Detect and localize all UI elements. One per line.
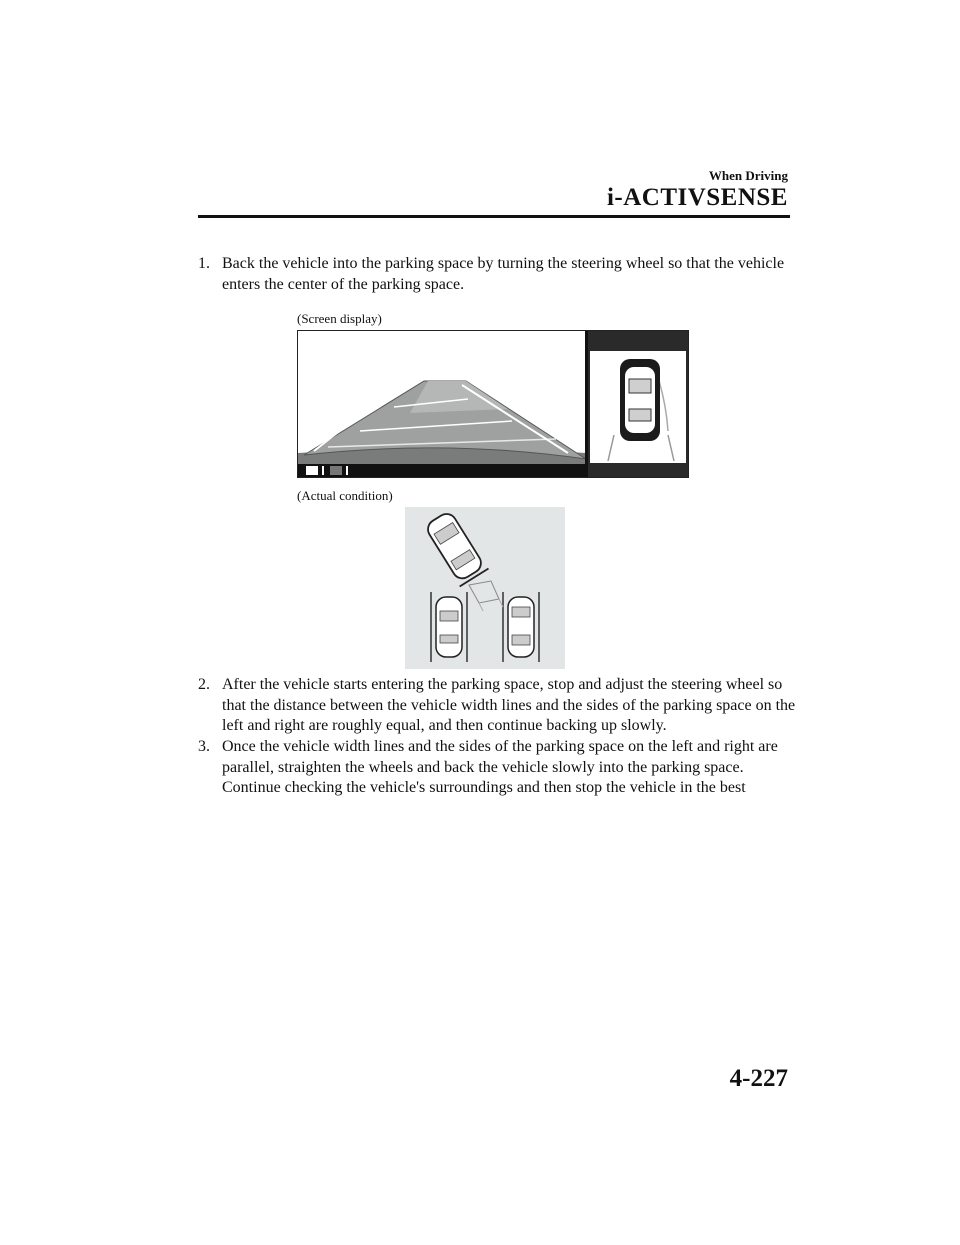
chapter-title: i-ACTIVSENSE xyxy=(606,184,788,211)
step-1 xyxy=(198,254,798,295)
screen-display-figure xyxy=(297,330,689,478)
step-number: 3. xyxy=(198,738,210,755)
header-rule xyxy=(198,215,790,218)
page-number: 4-227 xyxy=(729,1065,788,1092)
step-number: 1. xyxy=(198,255,210,272)
step-3 xyxy=(198,737,798,799)
step-2 xyxy=(198,675,798,737)
actual-caption: (Actual condition) xyxy=(297,488,393,503)
screen-caption: (Screen display) xyxy=(297,311,382,326)
parking-illustration xyxy=(405,507,565,669)
rear-camera-illustration xyxy=(298,331,688,477)
step-text: After the vehicle starts entering the parking space, stop and adjust the steering wheel so that the distance between the vehicle width lines and the sides of the parking space on the left and right are roughly equal, and then continue backing up slowly. xyxy=(222,676,796,734)
step-text: Once the vehicle width lines and the sides of the parking space on the left and right are parallel, straighten the wheels and back the vehicle slowly into the parking space. Continue checking the vehicle's surroundings and then stop the vehicle in the best xyxy=(222,738,778,796)
step-number: 2. xyxy=(198,676,210,693)
actual-condition-figure xyxy=(405,507,565,669)
section-label: When Driving xyxy=(708,168,788,183)
step-text: Back the vehicle into the parking space by turning the steering wheel so that the vehicle enters the center of the parking space. xyxy=(222,255,785,293)
